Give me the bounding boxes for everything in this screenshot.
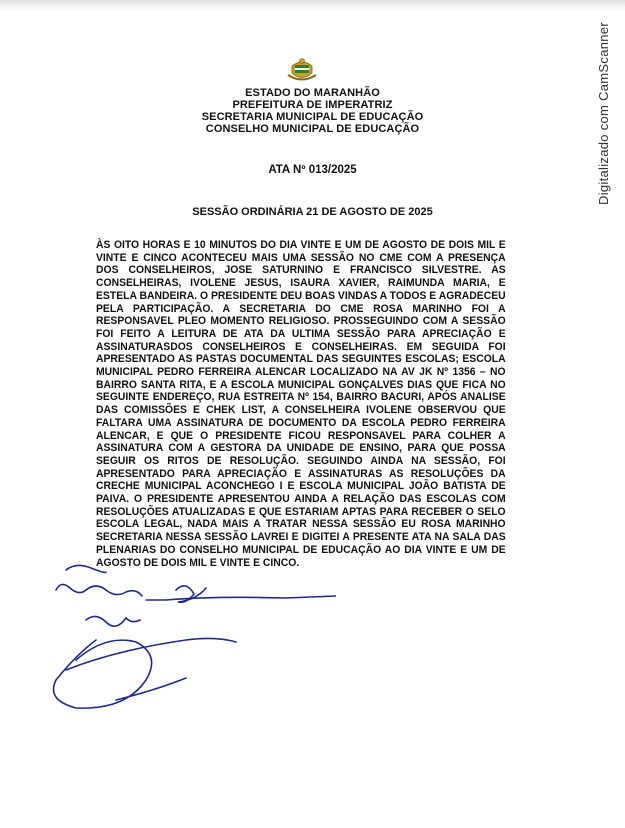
header-council: CONSELHO MUNICIPAL DE EDUCAÇÃO — [205, 123, 420, 135]
session-title: SESSÃO ORDINÁRIA 21 DE AGOSTO DE 2025 — [192, 206, 433, 218]
crest-icon — [286, 56, 318, 82]
scan-edge — [0, 0, 625, 10]
header-state: ESTADO DO MARANHÃO — [245, 87, 380, 99]
scanner-watermark: Digitalizado com CamScanner — [596, 22, 611, 205]
ata-number: ATA Nº 013/2025 — [268, 164, 357, 176]
header-secretariat: SECRETARIA MUNICIPAL DE EDUCAÇÃO — [201, 111, 424, 123]
minutes-body: ÀS OITO HORAS E 10 MINUTOS DO DIA VINTE E UM DE AGOSTO DE DOIS MIL E VINTE E CINCO ACONTECEU MAIS UMA SESSÃO NO CME COM A PRESENÇA DOS CONSELHEIROS, JOSE SATURNINO E FRANCISCO SILVESTRE. AS CONSELHEIRAS, IVOLENE JESUS, ISAURA XAVIER, RAIMUNDA MARIA, E ESTELA BANDEIRA. O PRESIDENTE DEU BOAS VINDAS A TODOS E AGRADECEU PELA PARTICIPAÇÃO. A SECRETARIA DO CME ROSA MARINHO FOI A RESPONSAVEL PLEO MOMENTO RELIGIOSO. PROSSEGUINDO COM A SESSÃO FOI FEITO A LEITURA DE ATA DA ULTIMA SESSÃO PARA APRECIAÇÃO E ASSINATURASDOS CONSELHEIROS E CONSELHEIRAS. EM SEGUIDA FOI APRESENTADO AS PASTAS DOCUMENTAL DAS SEGUINTES ESCOLAS; ESCOLA MUNICIPAL PEDRO FERREIRA ALENCAR LOCALIZADO NA AV JK Nº 1356 – NO BAIRRO SANTA RITA, E A ESCOLA MUNICIPAL GONÇALVES DIAS QUE FICA NO SEGUINTE ENDEREÇO, RUA ESTREITA Nº 154, BAIRRO BACURI, APÓS ANALISE DAS COMISSÕES E CHEK LIST, A CONSELHEIRA IVOLENE OBSERVOU QUE FALTARA UMA ASSINATURA DE DOCUMENTO DA ESCOLA PEDRO FERREIRA ALENCAR, E QUE O PRESIDENTE FICOU RESPONSAVEL PARA COLHER A ASSINATURA COM A GESTORA DA UNIDADE DE ENSINO, PARA QUE POSSA SEGUIR OS RITOS DE RESOLUÇÃO. SEGUINDO AINDA NA SESSÃO, FOI APRESENTADO PARA APRECIAÇÃO E ASSINATURAS AS RESOLUÇÕES DA CRECHE MUNICIPAL ACONCHEGO I E ESCOLA MUNICIPAL JOÃO BATISTA DE PAIVA. O PRESIDENTE APRESENTOU AINDA A RELAÇÃO DAS ESCOLAS COM RESOLUÇÕES ATUALIZADAS E QUE ESTARIAM APTAS PARA RECEBER O SELO ESCOLA LEGAL, NADA MAIS A TRATAR NESSA SESSÃO EU ROSA MARINHO SECRETARIA NESSA SESSÃO LAVREI E DIGITEI A PRESENTE ATA NA SALA DAS PLENARIAS DO CONSELHO MUNICIPAL DE EDUCAÇÃO AO DIA VINTE E UM DE AGOSTO DE DOIS MIL E VINTE E CINCO. — [96, 239, 506, 569]
document-header — [0, 87, 625, 135]
header-prefecture: PREFEITURA DE IMPERATRIZ — [232, 99, 393, 111]
signatures — [36, 560, 336, 720]
